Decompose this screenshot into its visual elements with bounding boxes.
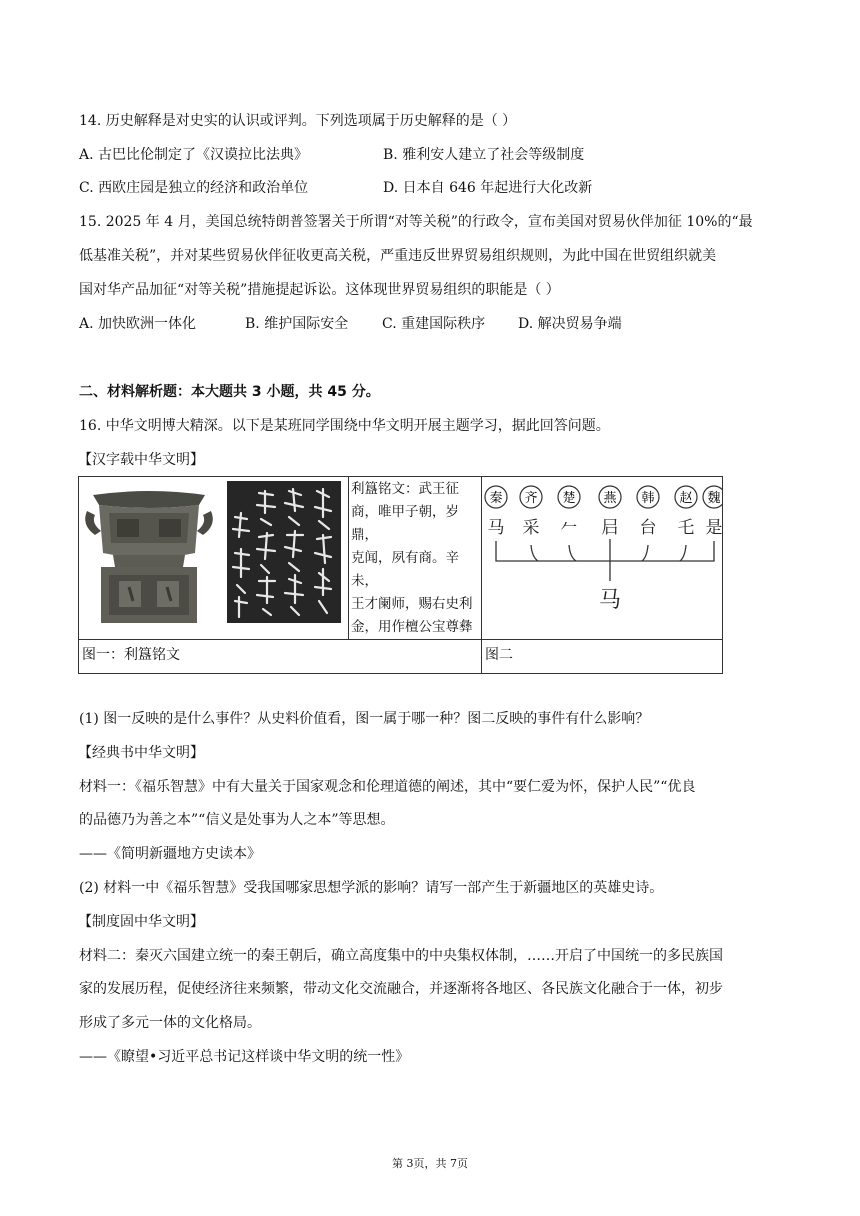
figure-table bbox=[78, 476, 723, 674]
state-label: 齐 bbox=[524, 491, 538, 506]
q16-intro: 16. 中华文明博大精深。以下是某班同学围绕中华文明开展主题学习，据此回答问题。 bbox=[79, 418, 610, 434]
state-glyph: 马 bbox=[487, 518, 505, 538]
state-glyph: 是 bbox=[705, 518, 723, 538]
inscription-line: 克闻，夙有商。辛未， bbox=[351, 550, 459, 589]
part3-heading: 【制度固中华文明】 bbox=[78, 914, 204, 930]
inscription-line: 利簋铭文：武王征 bbox=[351, 481, 459, 497]
script-unification-diagram bbox=[482, 477, 723, 630]
material1-source: ——《简明新疆地方史读本》 bbox=[79, 846, 261, 862]
li-gui-images bbox=[79, 477, 349, 630]
state-label: 赵 bbox=[679, 491, 693, 506]
state-glyphs bbox=[488, 518, 723, 538]
merge-bracket bbox=[496, 539, 714, 581]
material2-line-3: 形成了多元一体的文化格局。 bbox=[79, 1015, 261, 1031]
fig2-diagram-cell bbox=[482, 477, 723, 640]
material2-line-2: 家的发展历程，促使经济往来频繁，带动文化交流融合，并逐渐将各地区、各民族文化融合于一体，初步 bbox=[79, 981, 723, 997]
state-label: 魏 bbox=[707, 491, 721, 506]
state-circles bbox=[485, 486, 723, 508]
q14-option-c: C. 西欧庄园是独立的经济和政治单位 bbox=[79, 180, 309, 196]
state-circle-wei bbox=[703, 486, 723, 508]
inscription-line: 金，用作檀公宝尊彝 bbox=[351, 619, 473, 635]
fig2-caption: 图二 bbox=[482, 640, 723, 674]
state-circle-han bbox=[637, 486, 659, 508]
fig1-caption: 图一：利簋铭文 bbox=[79, 640, 482, 674]
inscription-text-cell bbox=[349, 477, 482, 640]
material1-line-2: 的品德乃为善之本”“信义是处事为人之本”等思想。 bbox=[79, 812, 395, 828]
material2-source: ——《瞭望•习近平总书记这样谈中华文明的统一性》 bbox=[79, 1049, 410, 1065]
state-glyph: 台 bbox=[639, 518, 657, 538]
q14-stem: 14. 历史解释是对史实的认识或评判。下列选项属于历史解释的是（ ） bbox=[79, 113, 517, 129]
state-glyph: 𠂉 bbox=[560, 518, 578, 538]
q15-option-d: D. 解决贸易争端 bbox=[518, 316, 622, 332]
q15-option-b: B. 维护国际安全 bbox=[245, 316, 349, 332]
material2-line-1: 材料二：秦灭六国建立统一的秦王朝后，确立高度集中的中央集权体制，……开启了中国统一的多民族国 bbox=[79, 948, 723, 964]
section2-title: 二、材料解析题：本大题共 3 小题，共 45 分。 bbox=[79, 384, 380, 400]
bronze-vessel-image bbox=[85, 491, 213, 623]
inscription-line: 王才阑师，赐右史利 bbox=[351, 596, 473, 612]
q14-option-a: A. 古巴比伦制定了《汉谟拉比法典》 bbox=[79, 147, 309, 163]
page-footer: 第 3页，共 7页 bbox=[392, 1157, 468, 1170]
state-circle-chu bbox=[558, 486, 580, 508]
inscription-rubbing-image bbox=[227, 481, 341, 623]
q15-option-c: C. 重建国际秩序 bbox=[382, 316, 486, 332]
q15-line-1: 15. 2025 年 4 月，美国总统特朗普签署关于所谓“对等关税”的行政令，宣布美国对贸易伙伴加征 10%的“最 bbox=[79, 214, 753, 230]
state-glyph: 采 bbox=[522, 518, 540, 538]
state-label: 韩 bbox=[641, 491, 655, 506]
unified-glyph: 马 bbox=[598, 588, 622, 613]
q15-option-a: A. 加快欧洲一体化 bbox=[79, 316, 197, 332]
state-circle-qin bbox=[485, 486, 507, 508]
state-glyph: 𡰪 bbox=[601, 518, 619, 538]
state-label: 秦 bbox=[489, 491, 503, 506]
state-glyph: 乇 bbox=[677, 518, 695, 538]
q14-option-b: B. 雅利安人建立了社会等级制度 bbox=[383, 147, 585, 163]
q16-question-1: (1) 图一反映的是什么事件？从史料价值看，图一属于哪一种？图二反映的事件有什么影响？ bbox=[79, 711, 650, 727]
q15-line-3: 国对华产品加征“对等关税”措施提起诉讼。这体现世界贸易组织的职能是（ ） bbox=[79, 282, 560, 298]
state-circle-yan bbox=[599, 486, 621, 508]
inscription-line: 商，唯甲子朝，岁鼎， bbox=[351, 504, 459, 543]
state-circle-qi bbox=[520, 486, 542, 508]
state-circle-zhao bbox=[675, 486, 697, 508]
q16-question-2: (2) 材料一中《福乐智慧》受我国哪家思想学派的影响？请写一部产生于新疆地区的英雄史诗。 bbox=[79, 880, 664, 896]
q15-line-2: 低基准关税”，并对某些贸易伙伴征收更高关税，严重违反世界贸易组织规则，为此中国在世贸组织就美 bbox=[79, 248, 717, 264]
part1-heading: 【汉字载中华文明】 bbox=[78, 452, 204, 468]
state-label: 楚 bbox=[562, 491, 576, 506]
q14-option-d: D. 日本自 646 年起进行大化改新 bbox=[383, 180, 593, 196]
fig1-images-cell bbox=[79, 477, 349, 640]
part2-heading: 【经典书中华文明】 bbox=[78, 745, 204, 761]
material1-line-1: 材料一：《福乐智慧》中有大量关于国家观念和伦理道德的阐述，其中“要仁爱为怀，保护人民”“优良 bbox=[79, 779, 696, 795]
state-label: 燕 bbox=[603, 491, 617, 506]
